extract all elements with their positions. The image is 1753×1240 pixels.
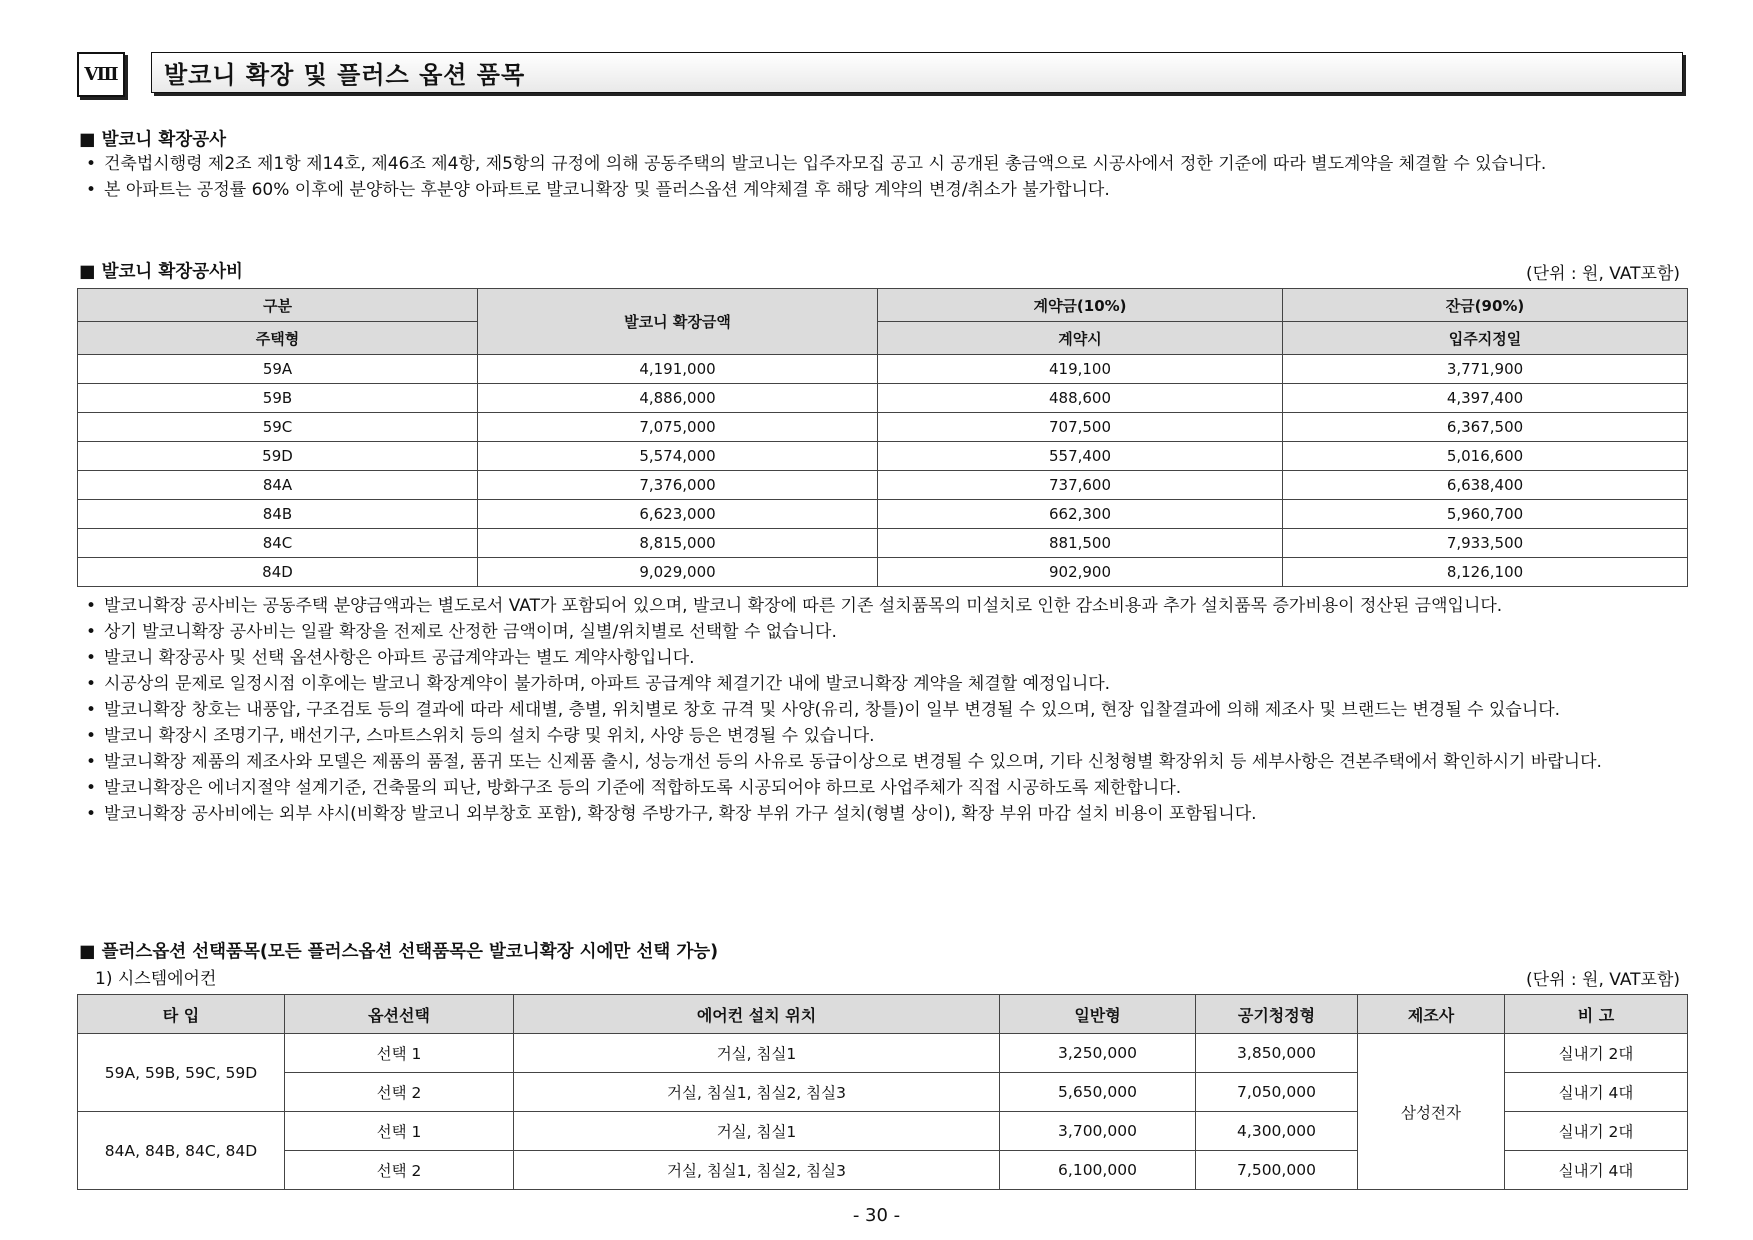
header-maker: 제조사: [1358, 995, 1505, 1034]
cell-balance: 5,016,600: [1283, 442, 1688, 471]
table-row: [78, 413, 1688, 442]
cell-purify: 7,050,000: [1196, 1073, 1358, 1112]
bullet-item: • 건축법시행령 제2조 제1항 제14호, 제46조 제4항, 제5항의 규정에 의해 공동주택의 발코니는 입주자모집 공고 시 공개된 총금액으로 시공사에서 정한 기준에 따라 별도계약을 체결할 수 있습니다.: [86, 151, 1686, 177]
page-number: - 30 -: [852, 1205, 901, 1226]
balcony-cost-table: [77, 288, 1688, 587]
cell-deposit: 707,500: [878, 413, 1283, 442]
header-location: 에어컨 설치 위치: [514, 995, 1000, 1034]
plus-option-heading: ■ 플러스옵션 선택품목(모든 플러스옵션 선택품목은 발코니확장 시에만 선택 가능): [79, 942, 719, 962]
cell-option: 선택 1: [285, 1034, 514, 1073]
table-row: [78, 471, 1688, 500]
cell-balance: 8,126,100: [1283, 558, 1688, 587]
cell-deposit: 488,600: [878, 384, 1283, 413]
balcony-cost-heading: ■ 발코니 확장공사비: [79, 262, 243, 282]
cell-balance: 5,960,700: [1283, 500, 1688, 529]
aircon-option-table: [77, 994, 1688, 1190]
cell-maker: 삼성전자: [1358, 1034, 1505, 1190]
cell-deposit: 881,500: [878, 529, 1283, 558]
section-number: Ⅷ: [77, 52, 125, 97]
cell-type: 84A: [78, 471, 478, 500]
cell-purify: 3,850,000: [1196, 1034, 1358, 1073]
header-deposit-when: 계약시: [878, 322, 1283, 355]
cell-deposit: 419,100: [878, 355, 1283, 384]
cell-general: 3,250,000: [1000, 1034, 1196, 1073]
note-item: • 발코니 확장공사 및 선택 옵션사항은 아파트 공급계약과는 별도 계약사항입니다.: [86, 645, 1686, 671]
cell-option: 선택 2: [285, 1073, 514, 1112]
table-row: [78, 529, 1688, 558]
cell-option: 선택 2: [285, 1151, 514, 1190]
section-header: [77, 52, 1687, 97]
header-note: 비 고: [1505, 995, 1688, 1034]
cell-deposit: 737,600: [878, 471, 1283, 500]
note-item: • 발코니확장 공사비는 공동주택 분양금액과는 별도로서 VAT가 포함되어 있으며, 발코니 확장에 따른 기존 설치품목의 미설치로 인한 감소비용과 추가 설치품목 증가비용이 정산된 금액입니다.: [86, 593, 1686, 619]
cell-general: 5,650,000: [1000, 1073, 1196, 1112]
cell-deposit: 557,400: [878, 442, 1283, 471]
cell-note: 실내기 2대: [1505, 1034, 1688, 1073]
cell-type: 84D: [78, 558, 478, 587]
header-purify: 공기청정형: [1196, 995, 1358, 1034]
system-aircon-subtitle: 1) 시스템에어컨: [95, 969, 217, 989]
note-item: • 발코니 확장시 조명기구, 배선기구, 스마트스위치 등의 설치 수량 및 위치, 사양 등은 변경될 수 있습니다.: [86, 723, 1686, 749]
balcony-expansion-bullets: [86, 151, 1686, 203]
header-type: 타 입: [78, 995, 285, 1034]
cell-type: 84C: [78, 529, 478, 558]
note-item: • 발코니확장 공사비에는 외부 샤시(비확장 발코니 외부창호 포함), 확장형 주방가구, 확장 부위 가구 설치(형별 상이), 확장 부위 마감 설치 비용이 포함됩니다.: [86, 801, 1686, 827]
table-row: [78, 500, 1688, 529]
cell-type-group: 59A, 59B, 59C, 59D: [78, 1034, 285, 1112]
cell-balance: 3,771,900: [1283, 355, 1688, 384]
cell-note: 실내기 2대: [1505, 1112, 1688, 1151]
cell-type: 59C: [78, 413, 478, 442]
cell-amount: 5,574,000: [478, 442, 878, 471]
balcony-expansion-heading: ■ 발코니 확장공사: [79, 130, 227, 150]
balcony-cost-notes: [86, 593, 1686, 827]
cell-purify: 4,300,000: [1196, 1112, 1358, 1151]
unit-label: (단위 : 원, VAT포함): [1526, 264, 1680, 284]
cell-purify: 7,500,000: [1196, 1151, 1358, 1190]
table-row: [78, 355, 1688, 384]
cell-amount: 7,075,000: [478, 413, 878, 442]
cell-balance: 7,933,500: [1283, 529, 1688, 558]
table-row: [78, 558, 1688, 587]
cell-type-group: 84A, 84B, 84C, 84D: [78, 1112, 285, 1190]
cell-note: 실내기 4대: [1505, 1151, 1688, 1190]
bullet-item: • 본 아파트는 공정률 60% 이후에 분양하는 후분양 아파트로 발코니확장 및 플러스옵션 계약체결 후 해당 계약의 변경/취소가 불가합니다.: [86, 177, 1686, 203]
cell-type: 59D: [78, 442, 478, 471]
cell-amount: 9,029,000: [478, 558, 878, 587]
cell-general: 6,100,000: [1000, 1151, 1196, 1190]
cell-type: 59A: [78, 355, 478, 384]
unit-label: (단위 : 원, VAT포함): [1526, 970, 1680, 990]
cell-amount: 4,191,000: [478, 355, 878, 384]
header-general: 일반형: [1000, 995, 1196, 1034]
note-item: • 발코니확장 창호는 내풍압, 구조검토 등의 결과에 따라 세대별, 층별, 위치별로 창호 규격 및 사양(유리, 창틀)이 일부 변경될 수 있으며, 현장 입찰결과에 의해 제조사 및 브랜드는 변경될 수 있습니다.: [86, 697, 1686, 723]
header-type: 주택형: [78, 322, 478, 355]
cell-balance: 6,638,400: [1283, 471, 1688, 500]
note-item: • 시공상의 문제로 일정시점 이후에는 발코니 확장계약이 불가하며, 아파트 공급계약 체결기간 내에 발코니확장 계약을 체결할 예정입니다.: [86, 671, 1686, 697]
cell-location: 거실, 침실1: [514, 1112, 1000, 1151]
cell-type: 59B: [78, 384, 478, 413]
cell-deposit: 662,300: [878, 500, 1283, 529]
header-balance-when: 입주지정일: [1283, 322, 1688, 355]
cell-amount: 8,815,000: [478, 529, 878, 558]
header-amount: 발코니 확장금액: [478, 289, 878, 355]
cell-option: 선택 1: [285, 1112, 514, 1151]
cell-deposit: 902,900: [878, 558, 1283, 587]
header-gubun: 구분: [78, 289, 478, 322]
cell-general: 3,700,000: [1000, 1112, 1196, 1151]
note-item: • 발코니확장은 에너지절약 설계기준, 건축물의 피난, 방화구조 등의 기준에 적합하도록 시공되어야 하므로 사업주체가 직접 시공하도록 제한합니다.: [86, 775, 1686, 801]
cell-balance: 4,397,400: [1283, 384, 1688, 413]
section-title: 발코니 확장 및 플러스 옵션 품목: [151, 52, 1683, 93]
header-option: 옵션선택: [285, 995, 514, 1034]
note-item: • 발코니확장 제품의 제조사와 모델은 제품의 품절, 품귀 또는 신제품 출시, 성능개선 등의 사유로 동급이상으로 변경될 수 있으며, 기타 신청형별 확장위치 등 세부사항은 견본주택에서 확인하시기 바랍니다.: [86, 749, 1686, 775]
cell-amount: 4,886,000: [478, 384, 878, 413]
cell-amount: 6,623,000: [478, 500, 878, 529]
cell-location: 거실, 침실1, 침실2, 침실3: [514, 1151, 1000, 1190]
cell-note: 실내기 4대: [1505, 1073, 1688, 1112]
table-row: [78, 1034, 1688, 1073]
header-balance: 잔금(90%): [1283, 289, 1688, 322]
cell-amount: 7,376,000: [478, 471, 878, 500]
header-deposit: 계약금(10%): [878, 289, 1283, 322]
note-item: • 상기 발코니확장 공사비는 일괄 확장을 전제로 산정한 금액이며, 실별/위치별로 선택할 수 없습니다.: [86, 619, 1686, 645]
table-row: [78, 442, 1688, 471]
cell-location: 거실, 침실1: [514, 1034, 1000, 1073]
table-row: [78, 384, 1688, 413]
cell-location: 거실, 침실1, 침실2, 침실3: [514, 1073, 1000, 1112]
cell-balance: 6,367,500: [1283, 413, 1688, 442]
cell-type: 84B: [78, 500, 478, 529]
